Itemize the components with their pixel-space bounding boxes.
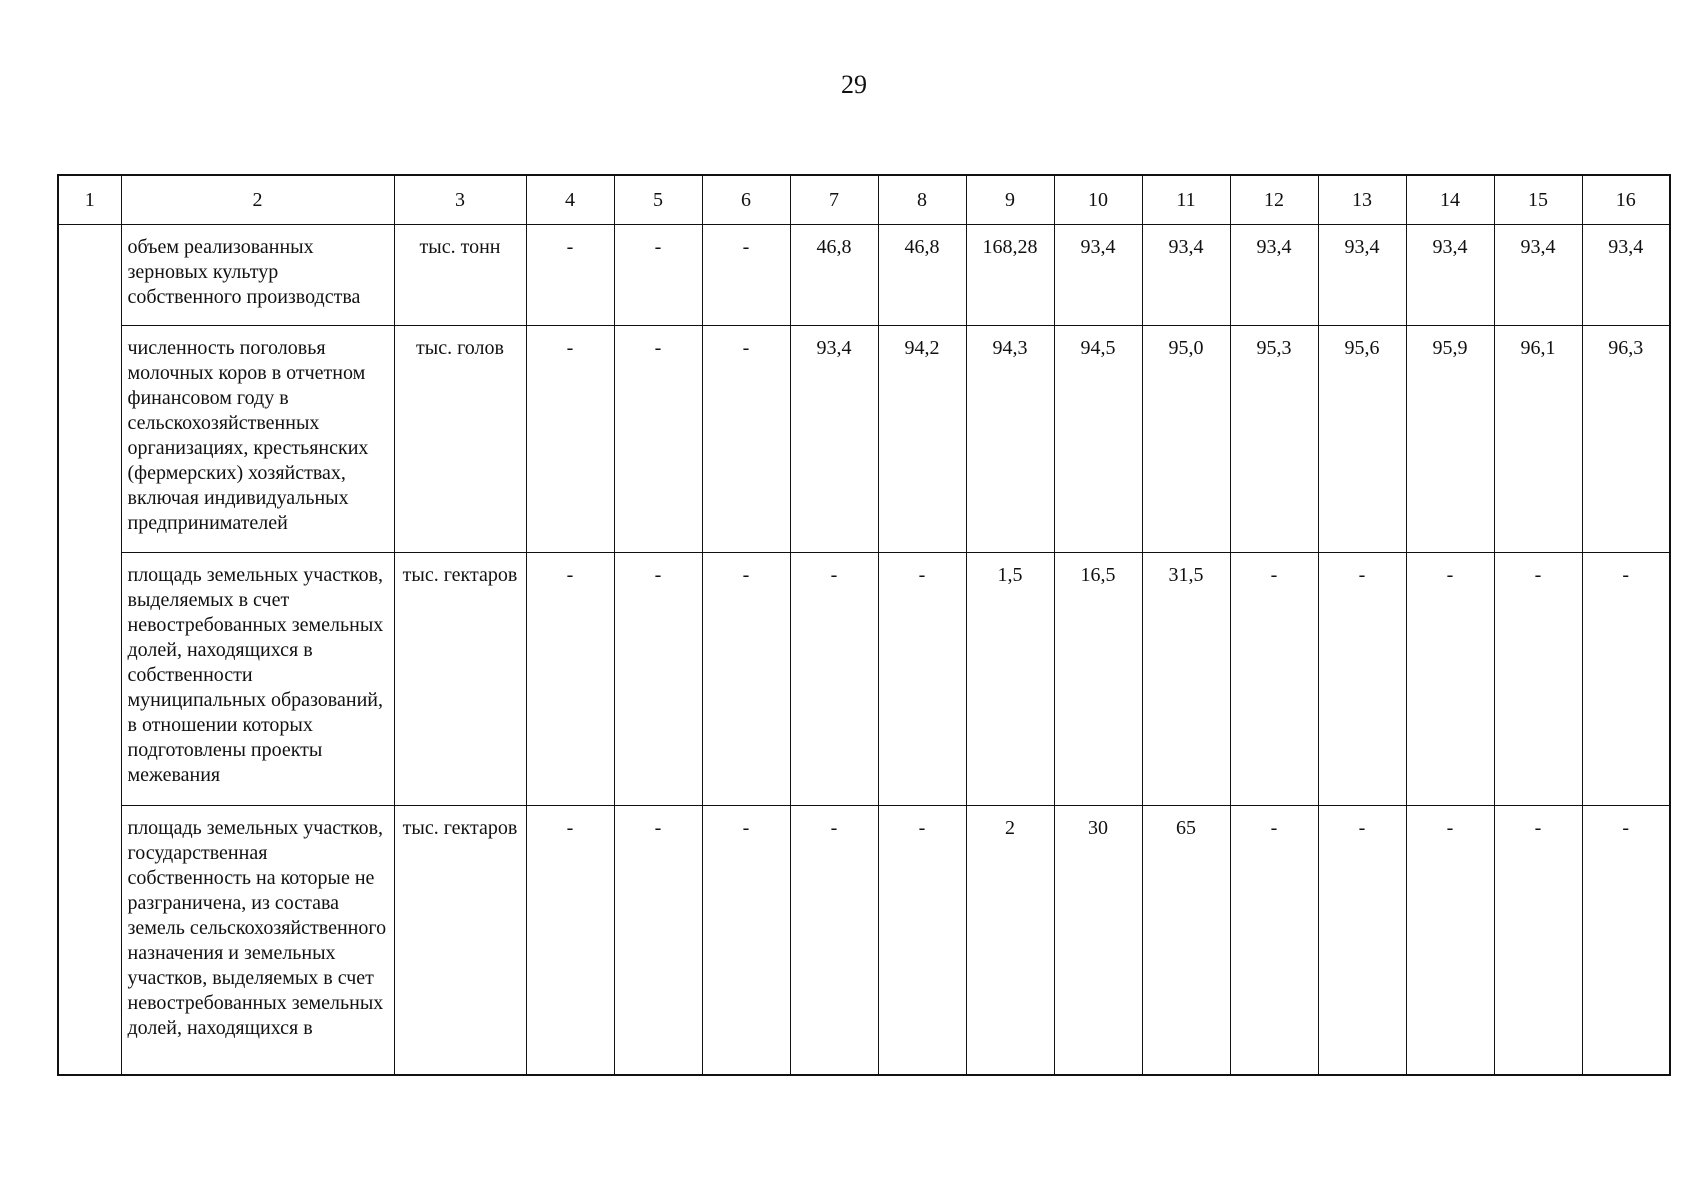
value-cell: 93,4 [1406, 225, 1494, 326]
header-row [58, 175, 1670, 225]
value-cell: - [790, 553, 878, 806]
value-cell: 94,2 [878, 326, 966, 553]
header-cell: 11 [1142, 175, 1230, 225]
value-cell: 16,5 [1054, 553, 1142, 806]
value-cell: 95,6 [1318, 326, 1406, 553]
indicator-unit: тыс. тонн [394, 225, 526, 326]
table-row [58, 553, 1670, 806]
value-cell: - [1230, 806, 1318, 1076]
value-cell: - [1494, 553, 1582, 806]
value-cell: 95,0 [1142, 326, 1230, 553]
indicator-description: площадь земельных участков, выделяемых в счет невостребованных земельных долей, находящихся в собственности муниципальных образований, в отношении которых подготовлены проекты межевания [121, 553, 394, 806]
value-cell: 93,4 [1494, 225, 1582, 326]
header-cell: 12 [1230, 175, 1318, 225]
header-cell: 8 [878, 175, 966, 225]
value-cell: 93,4 [1582, 225, 1670, 326]
table-row [58, 326, 1670, 553]
value-cell: - [614, 806, 702, 1076]
value-cell: 30 [1054, 806, 1142, 1076]
value-cell: - [526, 553, 614, 806]
value-cell: - [614, 326, 702, 553]
header-cell: 10 [1054, 175, 1142, 225]
value-cell: - [1318, 553, 1406, 806]
value-cell: 46,8 [878, 225, 966, 326]
value-cell: 93,4 [1230, 225, 1318, 326]
indicator-unit: тыс. голов [394, 326, 526, 553]
value-cell: - [1582, 553, 1670, 806]
header-cell: 16 [1582, 175, 1670, 225]
value-cell: - [1406, 806, 1494, 1076]
indicator-unit: тыс. гектаров [394, 806, 526, 1076]
header-cell: 1 [58, 175, 121, 225]
header-cell: 3 [394, 175, 526, 225]
indicator-unit: тыс. гектаров [394, 553, 526, 806]
value-cell: 93,4 [1318, 225, 1406, 326]
value-cell: 93,4 [1054, 225, 1142, 326]
value-cell: - [1318, 806, 1406, 1076]
value-cell: 96,3 [1582, 326, 1670, 553]
value-cell: - [1406, 553, 1494, 806]
value-cell: - [790, 806, 878, 1076]
row-number-cell [58, 225, 121, 1076]
header-cell: 15 [1494, 175, 1582, 225]
value-cell: 95,9 [1406, 326, 1494, 553]
header-cell: 13 [1318, 175, 1406, 225]
value-cell: - [614, 553, 702, 806]
value-cell: - [526, 326, 614, 553]
value-cell: 31,5 [1142, 553, 1230, 806]
value-cell: 96,1 [1494, 326, 1582, 553]
indicator-description: объем реализованных зерновых культур собственного производства [121, 225, 394, 326]
page-number: 29 [841, 70, 867, 99]
header-cell: 4 [526, 175, 614, 225]
value-cell: 93,4 [790, 326, 878, 553]
indicator-description: площадь земельных участков, государственная собственность на которые не разграничена, из состава земель сельскохозяйственного назначения и земельных участков, выделяемых в счет невостребованных земельных долей, находящихся в [121, 806, 394, 1076]
value-cell: 65 [1142, 806, 1230, 1076]
value-cell: - [702, 326, 790, 553]
value-cell: 94,5 [1054, 326, 1142, 553]
value-cell: 46,8 [790, 225, 878, 326]
header-cell: 5 [614, 175, 702, 225]
value-cell: - [614, 225, 702, 326]
value-cell: - [878, 553, 966, 806]
header-cell: 9 [966, 175, 1054, 225]
value-cell: 1,5 [966, 553, 1054, 806]
value-cell: 2 [966, 806, 1054, 1076]
value-cell: - [702, 553, 790, 806]
value-cell: - [702, 806, 790, 1076]
header-cell: 14 [1406, 175, 1494, 225]
value-cell: - [1230, 553, 1318, 806]
value-cell: 95,3 [1230, 326, 1318, 553]
value-cell: - [878, 806, 966, 1076]
indicator-description: численность поголовья молочных коров в отчетном финансовом году в сельскохозяйственных организациях, крестьянских (фермерских) хозяйствах, включая индивидуальных предпринимателей [121, 326, 394, 553]
header-cell: 7 [790, 175, 878, 225]
header-cell: 6 [702, 175, 790, 225]
value-cell: 94,3 [966, 326, 1054, 553]
value-cell: - [526, 806, 614, 1076]
value-cell: - [526, 225, 614, 326]
table-row [58, 225, 1670, 326]
indicators-table [57, 174, 1671, 1076]
value-cell: 93,4 [1142, 225, 1230, 326]
header-cell: 2 [121, 175, 394, 225]
value-cell: 168,28 [966, 225, 1054, 326]
table-row [58, 806, 1670, 1076]
value-cell: - [702, 225, 790, 326]
value-cell: - [1582, 806, 1670, 1076]
value-cell: - [1494, 806, 1582, 1076]
